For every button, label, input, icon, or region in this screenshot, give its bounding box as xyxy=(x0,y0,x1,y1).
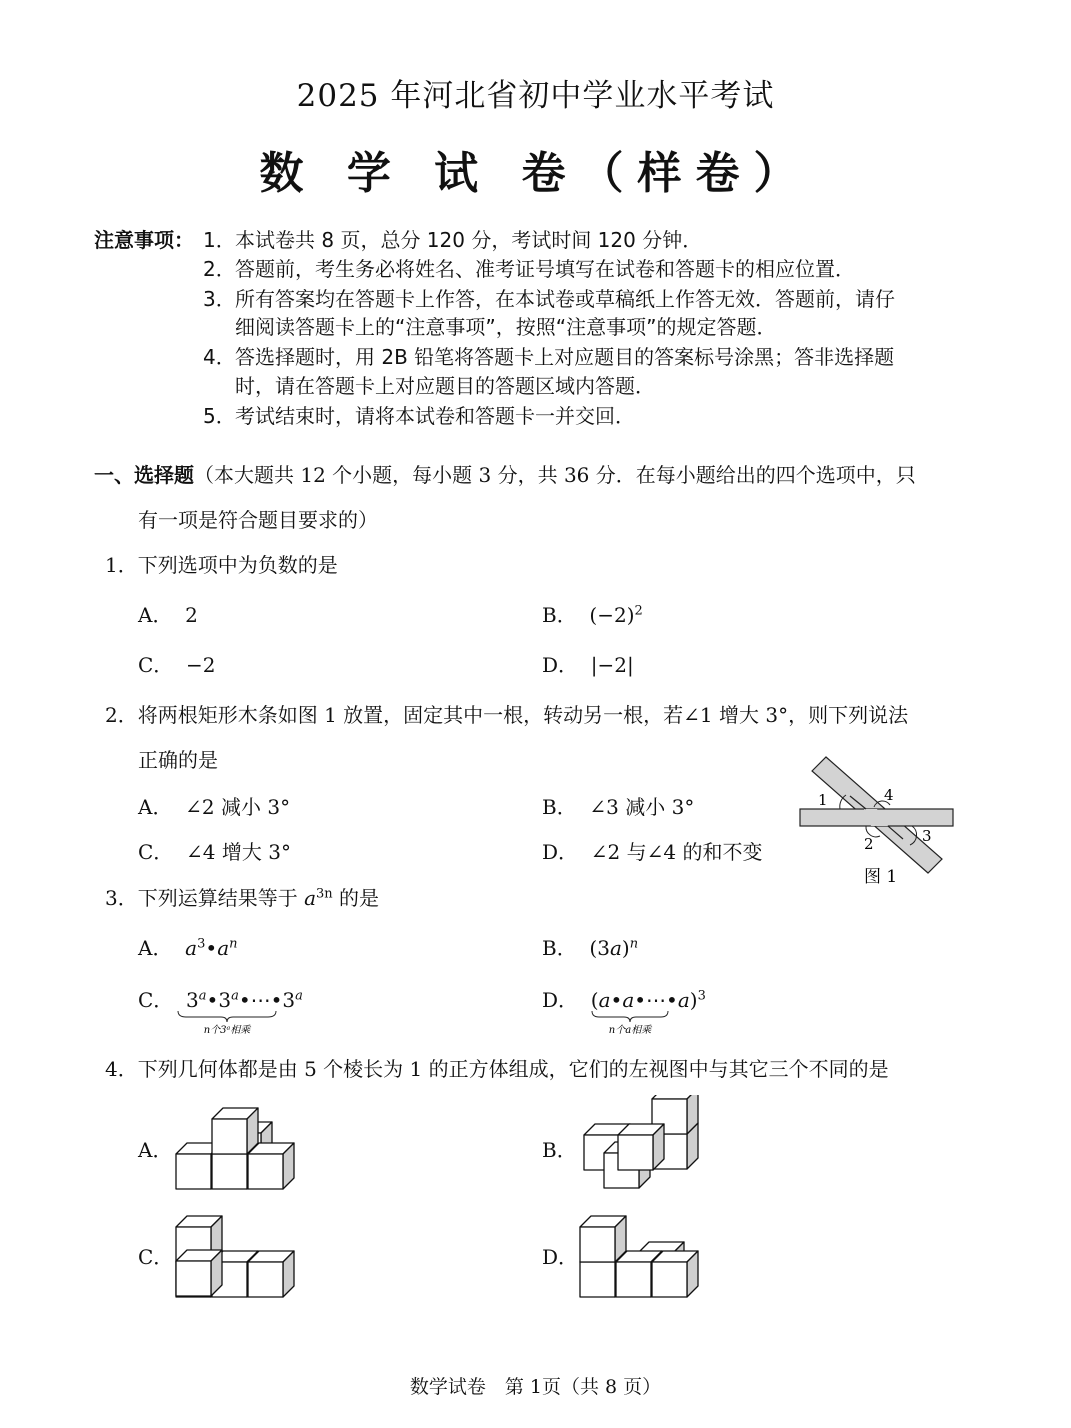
unit-cube xyxy=(212,1108,258,1154)
q2-option-c[interactable]: C． ∠4 增大 3° xyxy=(138,840,291,864)
q2-option-b[interactable]: B． ∠3 减小 3° xyxy=(542,795,695,819)
exam-subtitle: 数 学 试 卷（样卷） xyxy=(259,148,812,199)
notice-label: 注意事项： xyxy=(94,228,194,252)
notice-item: 3．所有答案均在答题卡上作答，在本试卷或草稿纸上作答无效．答题前，请仔 xyxy=(203,287,895,311)
q3-c-brace-label: n个3ᵃ相乘 xyxy=(203,1025,251,1036)
notice-item: 1．本试卷共 8 页，总分 120 分，考试时间 120 分钟． xyxy=(203,228,703,252)
figure-caption: 图 1 xyxy=(864,867,898,887)
notice-item: 5．考试结束时，请将本试卷和答题卡一并交回． xyxy=(203,404,635,428)
q2-option-d[interactable]: D． ∠2 与∠4 的和不变 xyxy=(542,840,763,864)
q3-d-brace xyxy=(590,1010,670,1036)
q1-option-d[interactable]: D． |−2| xyxy=(542,653,634,677)
question-3: 3．下列运算结果等于 $a^{3n}$ 的是 xyxy=(105,886,380,910)
q4-option-b-label[interactable]: B． xyxy=(542,1138,577,1162)
question-2-cont: 正确的是 xyxy=(138,748,218,772)
angle-label-4: 4 xyxy=(884,786,894,804)
section-header: 一、选择题（本大题共 12 个小题，每小题 3 分，共 36 分．在每小题给出的四个选项中，只 xyxy=(94,463,916,487)
section-desc: 有一项是符合题目要求的） xyxy=(138,508,378,532)
q3-option-c[interactable]: C． 3$^a$•3$^a$•⋯•3$^a$ xyxy=(138,988,303,1012)
notice-item-cont: 细阅读答题卡上的“注意事项”，按照“注意事项”的规定答题． xyxy=(235,315,777,339)
q2-option-a[interactable]: A． ∠2 减小 3° xyxy=(138,795,291,819)
figure-1-wooden-strips xyxy=(790,755,965,890)
unit-cube xyxy=(248,1143,294,1189)
q3-d-brace-label: n个a相乘 xyxy=(608,1025,652,1036)
exam-title: 2025 年河北省初中学业水平考试 xyxy=(296,78,775,114)
question-4: 4．下列几何体都是由 5 个棱长为 1 的正方体组成，它们的左视图中与其它三个不同的是 xyxy=(105,1057,889,1081)
q4-solid-b xyxy=(572,1095,712,1200)
notice-item: 2．答题前，考生务必将姓名、准考证号填写在试卷和答题卡的相应位置． xyxy=(203,257,855,281)
notice-item-cont: 时，请在答题卡上对应题目的答题区域内答题． xyxy=(235,374,655,398)
q4-solid-c xyxy=(168,1206,313,1301)
unit-cube xyxy=(176,1250,222,1296)
question-1: 1．下列选项中为负数的是 xyxy=(105,553,338,577)
q4-option-c-label[interactable]: C． xyxy=(138,1245,174,1269)
q3-option-b[interactable]: B． $(3a)^n$ xyxy=(542,936,639,960)
q4-solid-d xyxy=(572,1206,712,1301)
q3-option-d[interactable]: D． (a•a•⋯•a)$^3$ xyxy=(542,988,706,1012)
q1-option-b[interactable]: B． $(-2)^2$ xyxy=(542,603,643,627)
q1-option-c[interactable]: C． −2 xyxy=(138,653,216,677)
page-footer: 数学试卷 第 1页（共 8 页） xyxy=(409,1376,662,1398)
angle-label-2: 2 xyxy=(864,835,874,853)
q1-option-a[interactable]: A． 2 xyxy=(138,603,198,627)
notice-item: 4．答选择题时，用 2B 铅笔将答题卡上对应题目的答案标号涂黑；答非选择题 xyxy=(203,345,895,369)
q4-option-a-label[interactable]: A． xyxy=(138,1138,173,1162)
angle-label-3: 3 xyxy=(922,827,932,845)
q4-solid-a xyxy=(168,1100,308,1195)
q3-option-a[interactable]: A． $a^3•a^n$ xyxy=(138,936,238,960)
unit-cube xyxy=(618,1124,664,1170)
q3-c-brace xyxy=(176,1010,278,1036)
question-2: 2．将两根矩形木条如图 1 放置，固定其中一根，转动另一根，若∠1 增大 3°，则下列说法 xyxy=(105,703,909,727)
unit-cube xyxy=(652,1251,698,1297)
angle-label-1: 1 xyxy=(818,791,828,809)
unit-cube xyxy=(248,1251,294,1297)
q4-option-d-label[interactable]: D． xyxy=(542,1245,579,1269)
unit-cube xyxy=(580,1216,626,1262)
